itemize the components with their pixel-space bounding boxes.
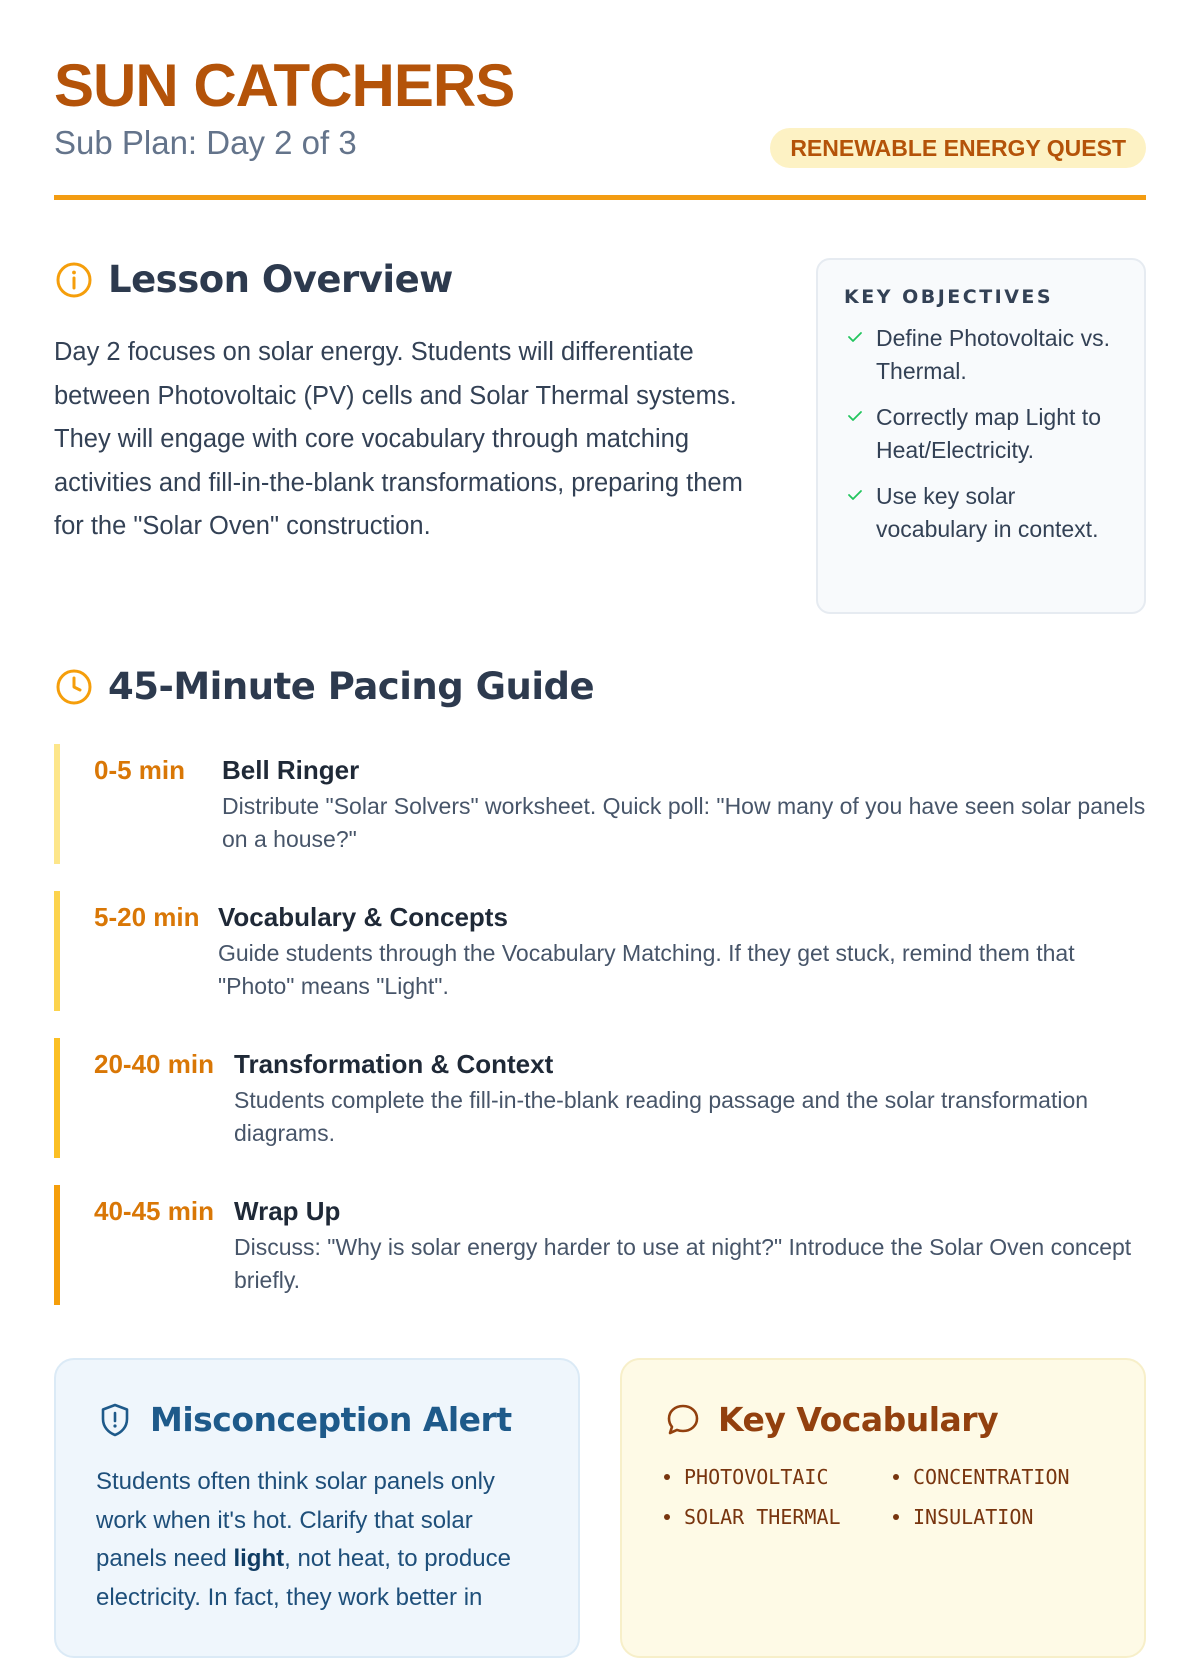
vocabulary-heading-text: Key Vocabulary (718, 1400, 999, 1439)
overview-content (54, 258, 754, 549)
misconception-heading (96, 1400, 538, 1439)
misconception-text-before: Students often think solar panels only work when it's hot. Clarify that solar panels need (96, 1468, 495, 1572)
vocabulary-term (893, 1465, 1093, 1489)
overview-heading-text: Lesson Overview (108, 258, 453, 301)
pacing-time: 20-40 min (94, 1049, 214, 1079)
pacing-title: Bell Ringer (222, 755, 360, 785)
bullet-icon (664, 1474, 670, 1480)
pacing-heading (54, 665, 1146, 708)
pacing-time: 5-20 min (94, 902, 200, 932)
bullet-icon (893, 1514, 899, 1520)
pacing-item (54, 891, 1146, 1011)
chat-bubble-icon (664, 1401, 702, 1439)
check-icon (844, 326, 866, 348)
lesson-overview-section (54, 258, 1146, 623)
objective-item (844, 480, 1120, 546)
misconception-alert-card (54, 1358, 580, 1658)
pacing-guide-section (54, 665, 1146, 1305)
pacing-title: Wrap Up (234, 1196, 341, 1226)
header (54, 0, 1146, 200)
pacing-title: Transformation & Context (234, 1049, 554, 1079)
vocabulary-heading (664, 1400, 1104, 1439)
overview-heading (54, 258, 754, 301)
pacing-item (54, 744, 1146, 864)
objective-item (844, 401, 1120, 467)
pacing-time: 40-45 min (94, 1196, 214, 1226)
misconception-text (96, 1463, 538, 1617)
key-objectives-box (816, 258, 1146, 614)
key-vocabulary-card (620, 1358, 1146, 1658)
misconception-text-after: , not heat, to produce electricity. In fact, they work better in (96, 1545, 511, 1611)
vocabulary-term (664, 1505, 893, 1529)
misconception-text-bold: light (233, 1545, 285, 1572)
pacing-list (54, 744, 1146, 1305)
pacing-time: 0-5 min (94, 755, 186, 785)
page-title: SUN CATCHERS (54, 52, 515, 119)
clock-icon (54, 667, 94, 707)
objective-text: Use key solar vocabulary in context. (876, 483, 1099, 542)
shield-alert-icon (96, 1401, 134, 1439)
objective-text: Define Photovoltaic vs. Thermal. (876, 325, 1110, 384)
topic-badge: RENEWABLE ENERGY QUEST (770, 128, 1146, 168)
vocabulary-term-text: SOLAR THERMAL (684, 1505, 841, 1529)
vocabulary-term (893, 1505, 1093, 1529)
pacing-description: Distribute "Solar Solvers" worksheet. Quick poll: "How many of you have seen solar panels on a house?" (222, 793, 1146, 852)
overview-text: Day 2 focuses on solar energy. Students will differentiate between Photovoltaic (PV) cells and Solar Thermal systems. They will engage with core vocabulary through matching activities and fill-in-the-blank transformations, preparing them for the "Solar Oven" construction. (54, 338, 743, 540)
vocabulary-list (664, 1465, 1104, 1529)
info-icon (54, 260, 94, 300)
bottom-cards (54, 1358, 1146, 1658)
vocabulary-term-text: INSULATION (913, 1505, 1034, 1529)
vocabulary-term (664, 1465, 893, 1489)
vocabulary-term-text: PHOTOVOLTAIC (684, 1465, 829, 1489)
pacing-description: Guide students through the Vocabulary Matching. If they get stuck, remind them that "Photo" means "Light". (218, 940, 1075, 999)
bullet-icon (893, 1474, 899, 1480)
pacing-title: Vocabulary & Concepts (218, 902, 508, 932)
page-subtitle: Sub Plan: Day 2 of 3 (54, 124, 357, 161)
bullet-icon (664, 1514, 670, 1520)
pacing-description: Discuss: "Why is solar energy harder to use at night?" Introduce the Solar Oven concept briefly. (234, 1234, 1132, 1293)
pacing-heading-text: 45-Minute Pacing Guide (108, 665, 595, 708)
pacing-description: Students complete the fill-in-the-blank reading passage and the solar transformation diagrams. (234, 1087, 1089, 1146)
pacing-item (54, 1038, 1146, 1158)
check-icon (844, 405, 866, 427)
objective-text: Correctly map Light to Heat/Electricity. (876, 404, 1101, 463)
misconception-heading-text: Misconception Alert (150, 1400, 512, 1439)
check-icon (844, 484, 866, 506)
objective-item (844, 322, 1120, 388)
pacing-item (54, 1185, 1146, 1305)
objectives-heading: KEY OBJECTIVES (844, 286, 1054, 308)
vocabulary-term-text: CONCENTRATION (913, 1465, 1070, 1489)
